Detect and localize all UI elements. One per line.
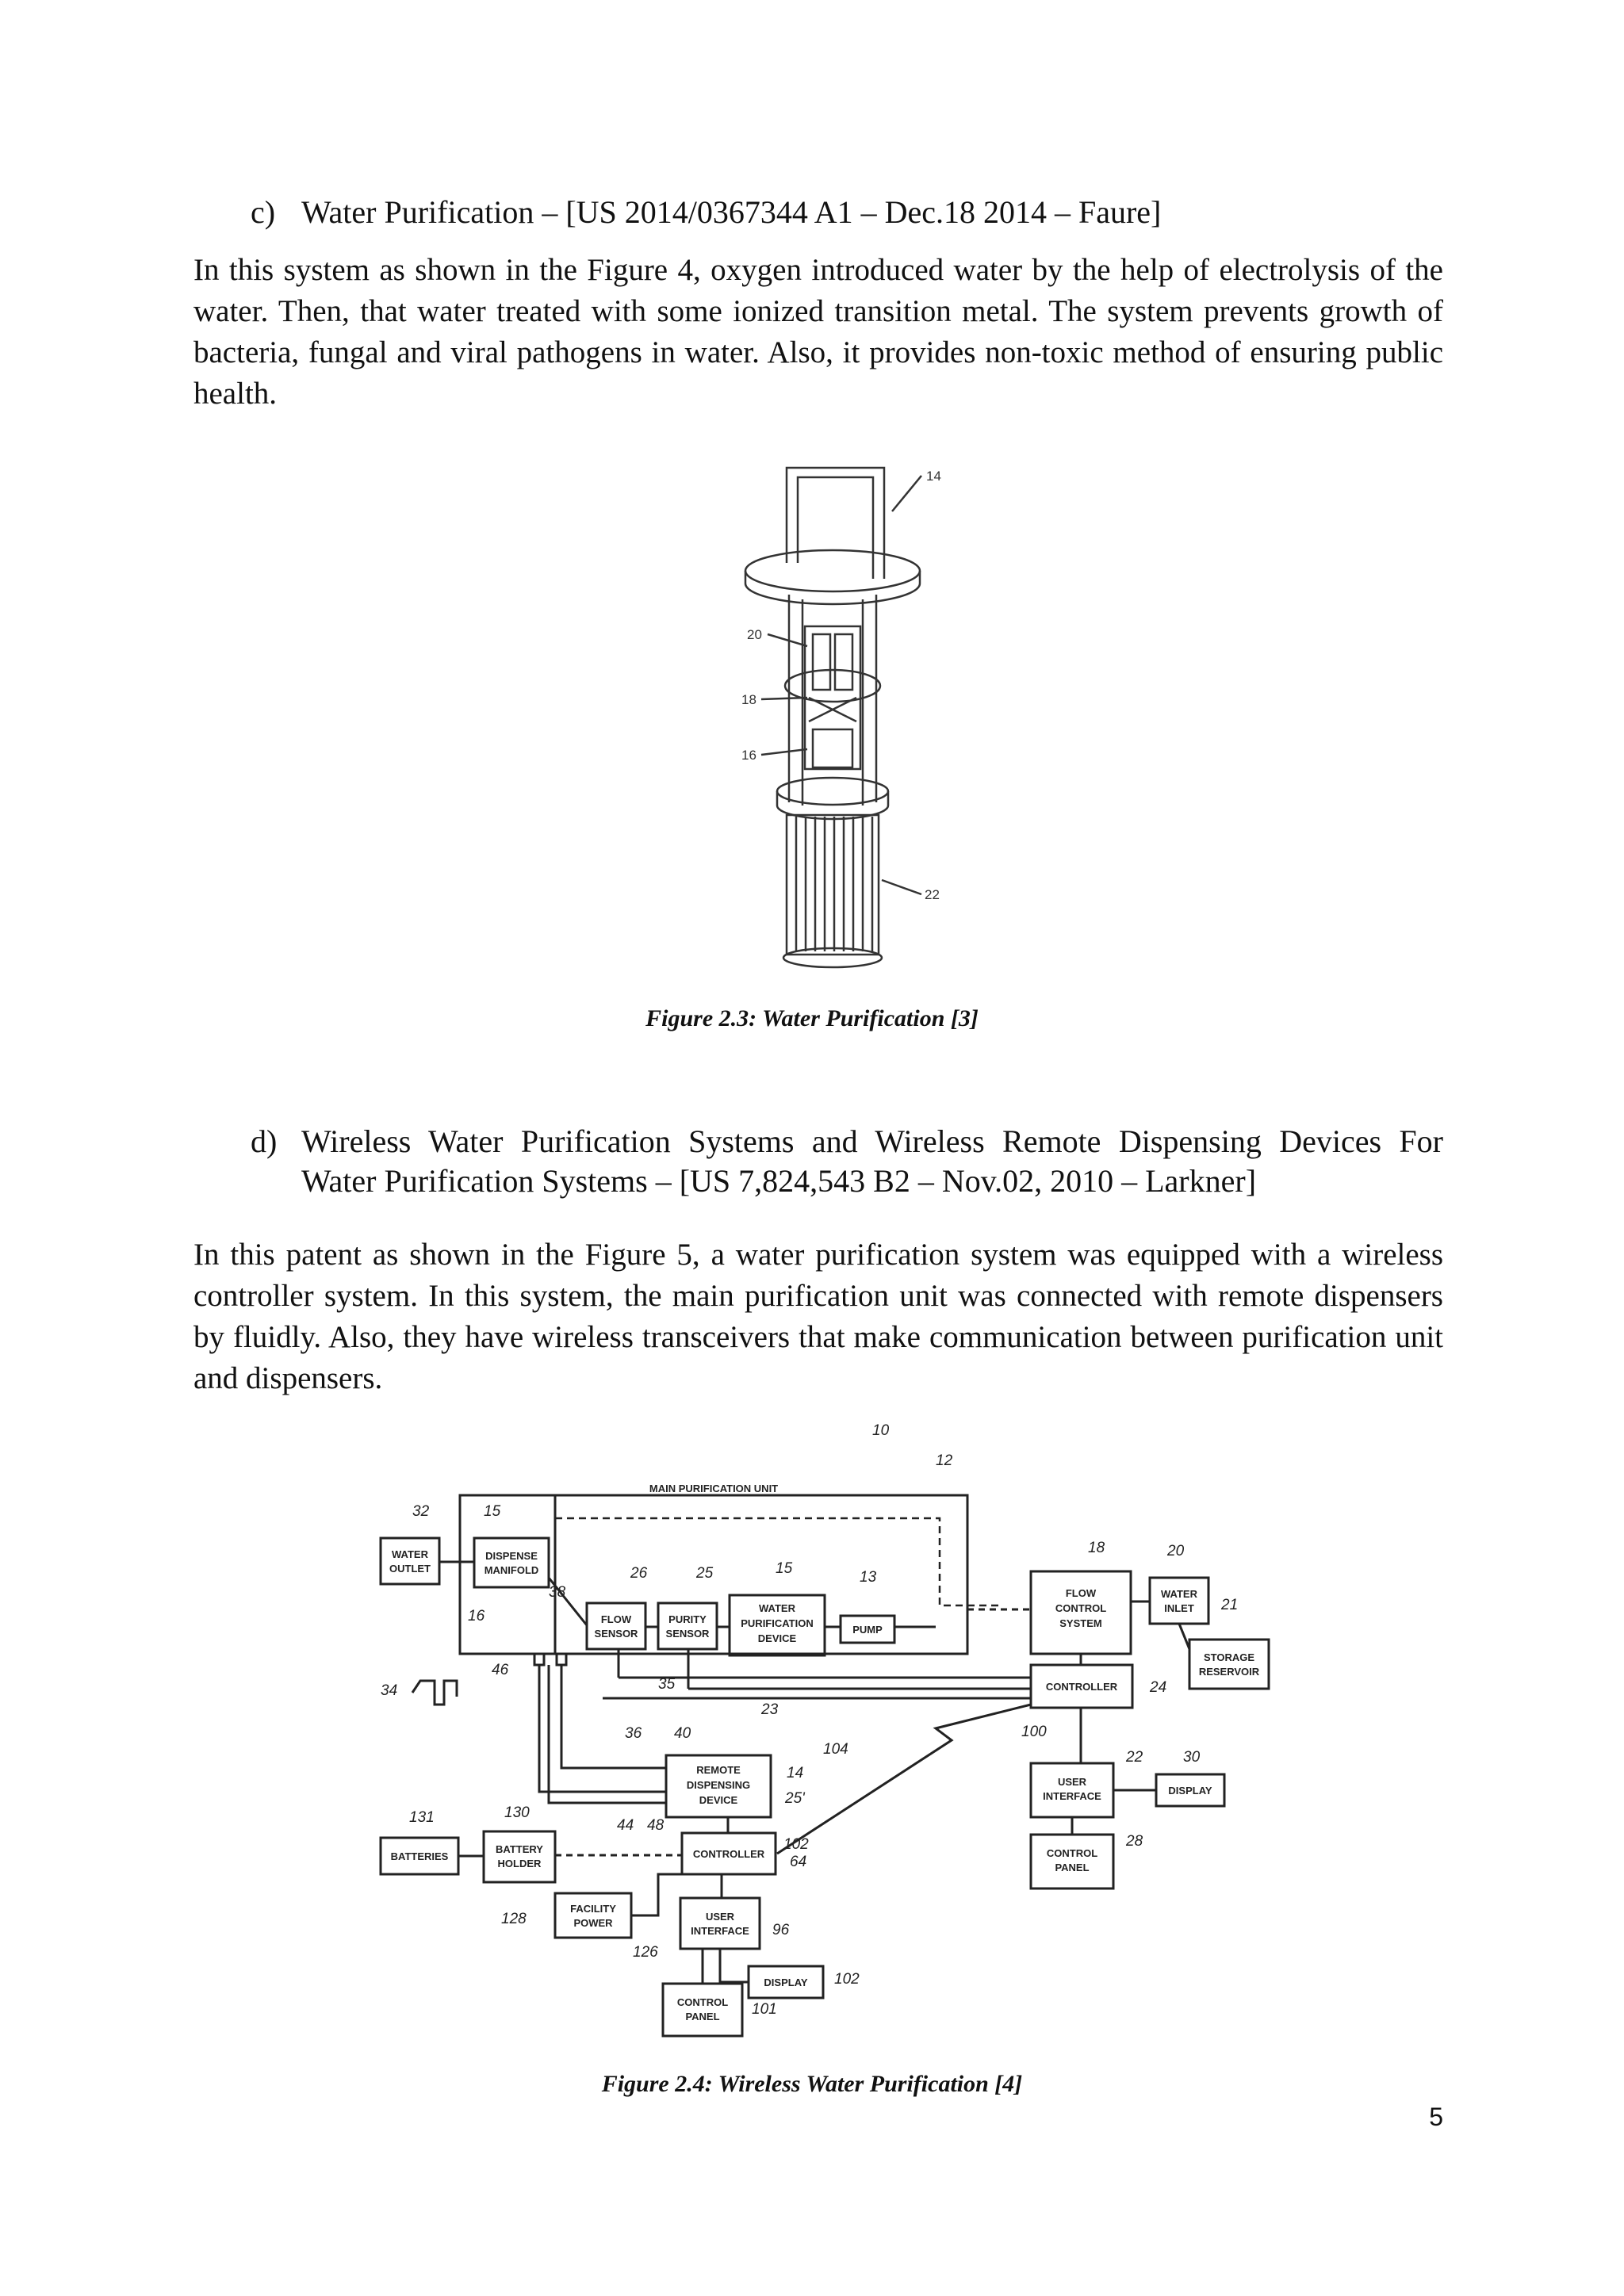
fig4-ref-104: 104 [823, 1741, 848, 1758]
fig4-ref-101: 101 [752, 2001, 777, 2018]
figure-2-4-caption: Figure 2.4: Wireless Water Purification [4] [601, 2071, 1023, 2097]
figure-2-3-caption: Figure 2.3: Water Purification [3] [645, 1005, 979, 1031]
section-c-marker: c) [251, 194, 276, 230]
fig4-ref-15a: 15 [484, 1503, 501, 1520]
fig4-ref-23: 23 [761, 1701, 779, 1718]
fig4-ref-96: 96 [772, 1922, 790, 1938]
fig4-ref-44: 44 [617, 1817, 634, 1834]
fig4-battery-holder-l1: BATTERY [496, 1843, 543, 1855]
user-interface-remote-box [680, 1898, 760, 1949]
fig4-water-outlet-l2: OUTLET [389, 1563, 431, 1575]
fig4-ref-32: 32 [412, 1503, 430, 1520]
section-d-title-line2: Water Purification Systems – [US 7,824,543 B2 – Nov.02, 2010 – Larkner] [301, 1163, 1257, 1199]
fig4-ref-20: 20 [1167, 1543, 1185, 1559]
fig4-water-outlet-l1: WATER [392, 1548, 428, 1560]
section-d-title-line1: Wireless Water Purification Systems and Wireless Remote Dispensing Devices For [301, 1123, 1443, 1159]
fig4-ref-25: 25 [696, 1565, 714, 1582]
section-c-title: Water Purification – [US 2014/0367344 A1 – Dec.18 2014 – Faure] [301, 194, 1162, 230]
fig4-ref-130: 130 [504, 1804, 530, 1821]
fig4-cp-remote-l2: PANEL [685, 2011, 720, 2022]
fig4-controller-remote: CONTROLLER [692, 1848, 765, 1860]
fig4-ref-24: 24 [1150, 1679, 1167, 1696]
fig4-ref-34: 34 [381, 1682, 398, 1699]
fig4-main-unit-label: MAIN PURIFICATION UNIT [649, 1483, 779, 1494]
fig4-ref-14: 14 [787, 1765, 804, 1781]
section-d-marker: d) [251, 1123, 278, 1159]
fig4-cp-remote-l1: CONTROL [676, 1996, 729, 2008]
fig4-ref-10: 10 [872, 1422, 890, 1439]
fig4-ref-21: 21 [1221, 1597, 1239, 1613]
fig4-ui-main-l1: USER [1057, 1776, 1087, 1788]
fig4-dispense-l1: DISPENSE [485, 1550, 538, 1562]
fig4-ui-main-l2: INTERFACE [1043, 1790, 1101, 1802]
fig4-flow-control-l3: SYSTEM [1059, 1617, 1102, 1629]
fig4-ref-26: 26 [630, 1565, 648, 1582]
fig4-battery-holder-l2: HOLDER [497, 1858, 542, 1869]
fig4-remote-l3: DEVICE [699, 1794, 738, 1806]
fig3-label-14: 14 [926, 469, 941, 484]
storage-reservoir-box [1189, 1640, 1269, 1689]
fig4-display-remote: DISPLAY [764, 1976, 808, 1988]
fig4-ref-16: 16 [468, 1608, 485, 1624]
control-panel-remote-box [663, 1984, 742, 2036]
section-c-heading [251, 193, 1440, 232]
fig4-ref-48: 48 [647, 1817, 665, 1834]
fig3-label-16: 16 [741, 748, 756, 763]
fig4-controller-main: CONTROLLER [1045, 1681, 1118, 1693]
figure-2-4 [365, 1419, 1285, 2038]
fig4-ref-126: 126 [633, 1944, 658, 1961]
fig4-remote-l1: REMOTE [696, 1764, 741, 1776]
fig4-water-inlet-l2: INLET [1164, 1602, 1194, 1614]
fig4-storage-l2: RESERVOIR [1198, 1666, 1260, 1678]
figure-2-4-drawing [365, 1419, 1285, 2038]
fig4-flow-control-l2: CONTROL [1055, 1602, 1107, 1614]
figure-2-3 [714, 460, 983, 983]
fig4-flow-control-l1: FLOW [1065, 1587, 1097, 1599]
fig4-ref-18: 18 [1088, 1540, 1105, 1556]
figure-2-3-drawing [714, 460, 983, 983]
fig4-display-main: DISPLAY [1168, 1785, 1212, 1797]
fig4-facility-l2: POWER [573, 1917, 613, 1929]
page-number: 5 [1429, 2103, 1443, 2131]
fig4-cp-main-l2: PANEL [1055, 1862, 1090, 1873]
section-c-paragraph: In this system as shown in the Figure 4, oxygen introduced water by the help of electrolysis of the water. Then, that water treated with some ionized transition metal. The system prevents growth of bacteria, fungal and viral pathogens in water. Also, it provides non-toxic method of ensuring public health. [193, 253, 1443, 411]
fig4-ref-22: 22 [1126, 1749, 1143, 1766]
fig4-facility-l1: FACILITY [570, 1903, 616, 1915]
fig4-ui-remote-l2: INTERFACE [691, 1925, 749, 1937]
purity-sensor-box [658, 1603, 717, 1649]
fig4-ref-12: 12 [936, 1452, 953, 1469]
fig4-flow-sensor-l1: FLOW [600, 1613, 632, 1625]
fig4-ref-15b: 15 [776, 1560, 793, 1577]
fig4-pump: PUMP [852, 1624, 883, 1636]
fig4-water-inlet-l1: WATER [1161, 1588, 1197, 1600]
fig4-ref-102b: 102 [834, 1971, 860, 1988]
dispense-manifold-box [474, 1538, 549, 1587]
fig4-ref-131: 131 [409, 1809, 435, 1826]
fig4-batteries: BATTERIES [390, 1850, 449, 1862]
fig4-purif-device-l1: WATER [759, 1602, 795, 1614]
fig4-cp-main-l1: CONTROL [1046, 1847, 1098, 1859]
fig4-remote-l2: DISPENSING [686, 1779, 751, 1791]
fig4-purity-sensor-l1: PURITY [668, 1613, 707, 1625]
fig4-purif-device-l2: PURIFICATION [741, 1617, 814, 1629]
fig4-ref-128: 128 [501, 1911, 527, 1927]
fig4-ref-30: 30 [1183, 1749, 1201, 1766]
facility-power-box [555, 1893, 631, 1938]
fig4-purif-device-l3: DEVICE [757, 1632, 797, 1644]
fig3-label-22: 22 [925, 887, 940, 902]
fig4-ui-remote-l1: USER [705, 1911, 735, 1923]
fig4-ref-35: 35 [658, 1676, 676, 1693]
battery-holder-box [484, 1831, 555, 1882]
section-d-paragraph: In this patent as shown in the Figure 5, a water purification system was equipped with a wireless controller system. In this system, the main purification unit was connected with remote dispensers by fluidly. Also, they have wireless transceivers that make communication between purification unit and dispensers. [193, 1238, 1443, 1395]
fig4-ref-28: 28 [1126, 1833, 1143, 1850]
fig4-flow-sensor-l2: SENSOR [594, 1628, 638, 1640]
fig4-ref-46: 46 [492, 1662, 509, 1678]
fig4-ref-13: 13 [860, 1569, 877, 1586]
fig4-ref-40: 40 [674, 1725, 691, 1742]
fig3-label-20: 20 [747, 627, 762, 642]
fig4-ref-25p: 25' [785, 1790, 805, 1807]
water-outlet-box [381, 1538, 439, 1584]
flow-sensor-box [587, 1603, 645, 1649]
water-inlet-box [1150, 1578, 1208, 1624]
fig4-ref-100: 100 [1021, 1724, 1047, 1740]
fig4-purity-sensor-l2: SENSOR [665, 1628, 710, 1640]
fig4-ref-38: 38 [549, 1584, 566, 1601]
fig4-ref-64: 64 [790, 1854, 807, 1870]
fig4-dispense-l2: MANIFOLD [484, 1564, 539, 1576]
fig3-label-18: 18 [741, 692, 756, 707]
fig4-ref-36: 36 [625, 1725, 642, 1742]
fig4-ref-102a: 102 [783, 1836, 809, 1853]
fig4-storage-l1: STORAGE [1203, 1651, 1255, 1663]
section-d-heading [251, 1122, 1443, 1201]
